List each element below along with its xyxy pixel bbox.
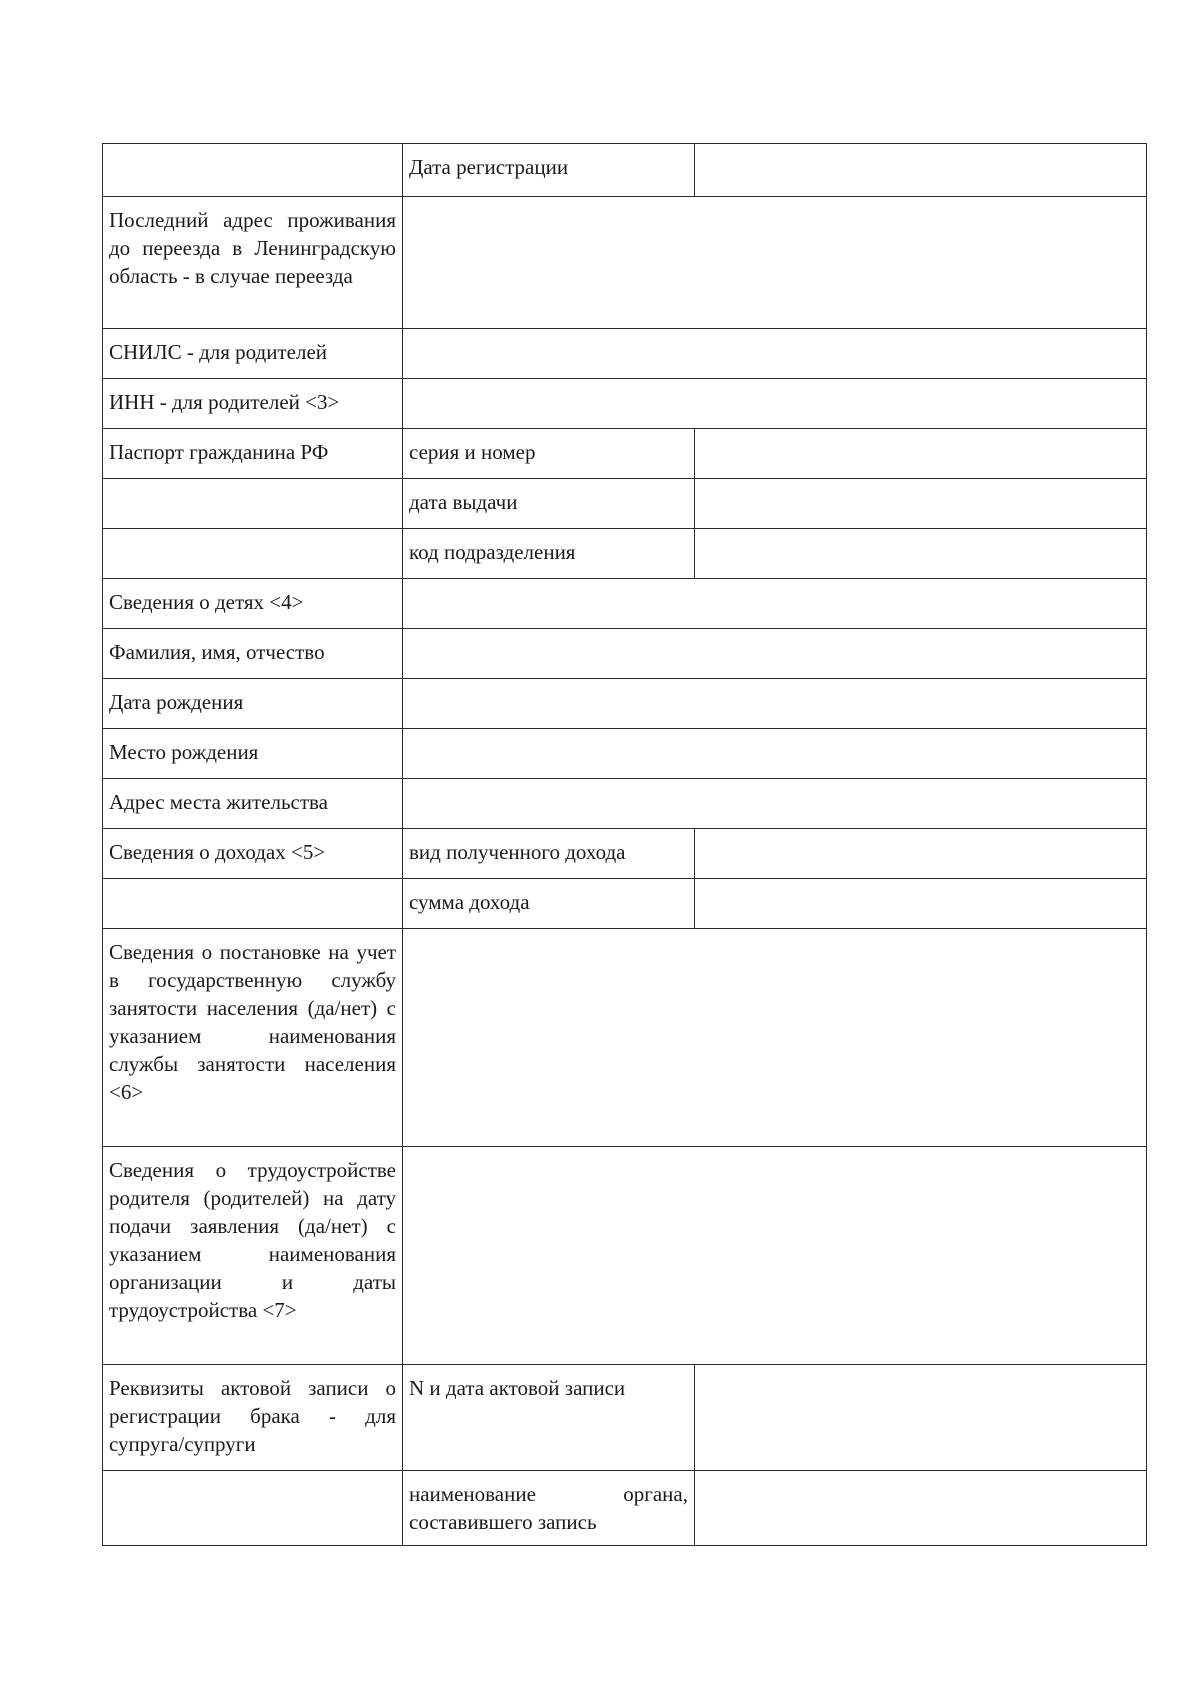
passport-issue-date-value[interactable]: [695, 479, 1147, 529]
application-form-table: [102, 143, 1147, 1546]
registration-date-label: Дата регистрации: [403, 144, 695, 197]
last-address-label: Последний адрес проживания до переезда в Ленинградскую область - в случае переезда: [103, 197, 403, 329]
marriage-record-authority-value[interactable]: [695, 1471, 1147, 1546]
passport-division-code-label: код подразделения: [403, 529, 695, 579]
row-passport-issue-date: [103, 479, 1147, 529]
income-label: Сведения о доходах <5>: [103, 829, 403, 879]
row-income-amount: [103, 879, 1147, 929]
income-type-value[interactable]: [695, 829, 1147, 879]
row-snils: [103, 329, 1147, 379]
row-employment-service: [103, 929, 1147, 1147]
row-children-info: [103, 579, 1147, 629]
full-name-value[interactable]: [403, 629, 1147, 679]
income-type-label: вид полученного дохода: [403, 829, 695, 879]
birth-date-label: Дата рождения: [103, 679, 403, 729]
row-birth-date: [103, 679, 1147, 729]
row-registration-date: [103, 144, 1147, 197]
employment-service-value[interactable]: [403, 929, 1147, 1147]
row-last-address: [103, 197, 1147, 329]
passport-issue-date-label: дата выдачи: [403, 479, 695, 529]
row-income-type: [103, 829, 1147, 879]
income-amount-label: сумма дохода: [403, 879, 695, 929]
row-inn: [103, 379, 1147, 429]
blank-cell: [103, 529, 403, 579]
row-marriage-record-number: [103, 1365, 1147, 1471]
row-residence-address: [103, 779, 1147, 829]
residence-address-value[interactable]: [403, 779, 1147, 829]
blank-cell: [103, 144, 403, 197]
employment-label: Сведения о трудоустройстве родителя (родителей) на дату подачи заявления (да/нет) с указанием наименования организации и даты трудоустройства <7>: [103, 1147, 403, 1365]
blank-cell: [103, 1471, 403, 1546]
employment-service-label: Сведения о постановке на учет в государственную службу занятости населения (да/нет) с указанием наименования службы занятости населения <6>: [103, 929, 403, 1147]
row-marriage-record-authority: [103, 1471, 1147, 1546]
passport-series-number-value[interactable]: [695, 429, 1147, 479]
blank-cell: [103, 879, 403, 929]
blank-cell: [103, 479, 403, 529]
snils-value[interactable]: [403, 329, 1147, 379]
full-name-label: Фамилия, имя, отчество: [103, 629, 403, 679]
passport-series-number-label: серия и номер: [403, 429, 695, 479]
registration-date-value[interactable]: [695, 144, 1147, 197]
income-amount-value[interactable]: [695, 879, 1147, 929]
row-passport-division-code: [103, 529, 1147, 579]
inn-label: ИНН - для родителей <3>: [103, 379, 403, 429]
birth-place-label: Место рождения: [103, 729, 403, 779]
snils-label: СНИЛС - для родителей: [103, 329, 403, 379]
row-full-name: [103, 629, 1147, 679]
children-info-label: Сведения о детях <4>: [103, 579, 403, 629]
marriage-record-number-date-label: N и дата актовой записи: [403, 1365, 695, 1471]
passport-division-code-value[interactable]: [695, 529, 1147, 579]
employment-value[interactable]: [403, 1147, 1147, 1365]
marriage-record-label: Реквизиты актовой записи о регистрации брака - для супруга/супруги: [103, 1365, 403, 1471]
passport-label: Паспорт гражданина РФ: [103, 429, 403, 479]
row-passport-series: [103, 429, 1147, 479]
marriage-record-authority-label: наименование органа, составившего запись: [403, 1471, 695, 1546]
row-birth-place: [103, 729, 1147, 779]
last-address-value[interactable]: [403, 197, 1147, 329]
marriage-record-number-date-value[interactable]: [695, 1365, 1147, 1471]
row-employment: [103, 1147, 1147, 1365]
inn-value[interactable]: [403, 379, 1147, 429]
birth-date-value[interactable]: [403, 679, 1147, 729]
children-info-value[interactable]: [403, 579, 1147, 629]
residence-address-label: Адрес места жительства: [103, 779, 403, 829]
birth-place-value[interactable]: [403, 729, 1147, 779]
